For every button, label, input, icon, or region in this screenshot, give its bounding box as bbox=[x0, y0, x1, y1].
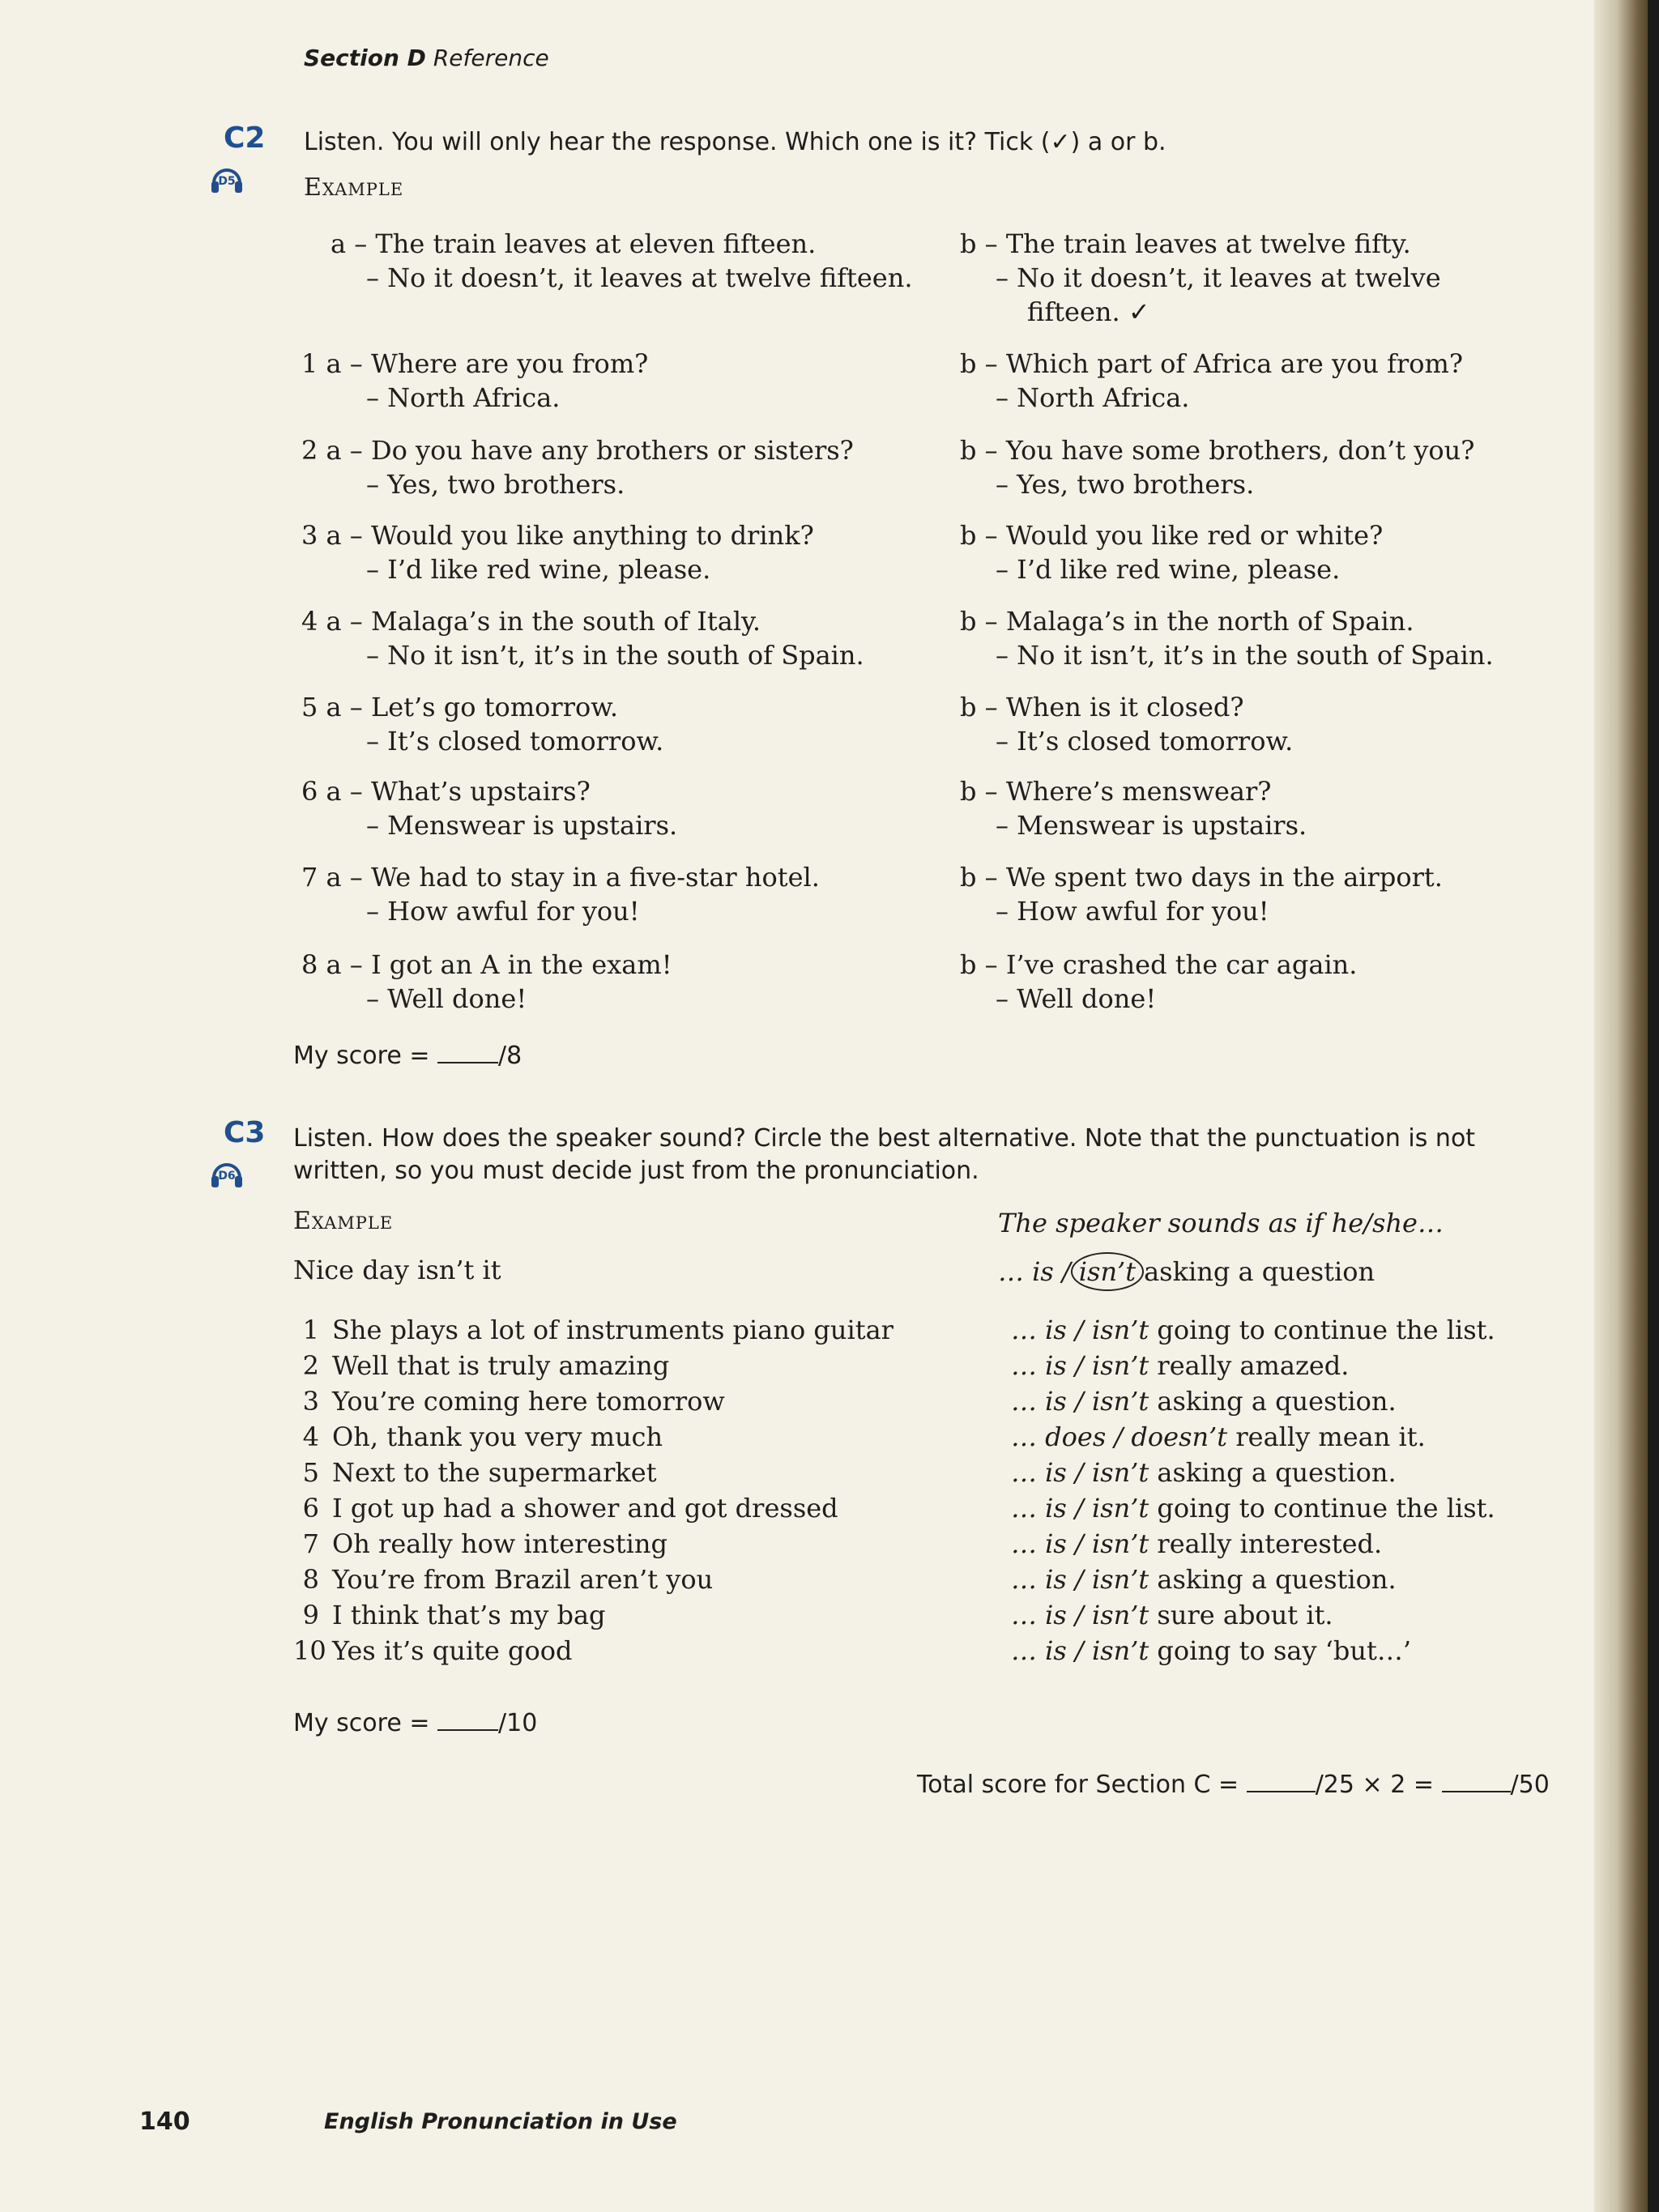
item-number: 2 bbox=[301, 435, 318, 466]
option-b-line1: b – Which part of Africa are you from? bbox=[960, 348, 1464, 379]
c2-item-2-b bbox=[960, 433, 1474, 501]
row-rest: going to continue the list. bbox=[1149, 1493, 1495, 1524]
c2-item-2-a bbox=[301, 433, 854, 501]
option-b-line1: b – Malaga’s in the north of Spain. bbox=[960, 606, 1414, 637]
c2-example-b-line1: b – The train leaves at twelve fifty. bbox=[960, 228, 1411, 259]
row-number: 3 bbox=[302, 1386, 319, 1417]
row-rest: asking a question. bbox=[1149, 1564, 1397, 1595]
option-b-line2: – Yes, two brothers. bbox=[996, 469, 1255, 500]
row-choice[interactable]: … is / isn’t bbox=[1011, 1315, 1149, 1345]
score-total: /8 bbox=[498, 1042, 522, 1070]
headphones-cd-icon bbox=[209, 160, 245, 196]
row-number: 6 bbox=[302, 1493, 319, 1524]
row-rest: going to continue the list. bbox=[1149, 1315, 1495, 1345]
row-number: 9 bbox=[302, 1600, 319, 1630]
item-number: 7 bbox=[301, 862, 318, 893]
row-sentence: Yes it’s quite good bbox=[332, 1635, 573, 1666]
cd-track-label: D5 bbox=[218, 175, 236, 188]
row-rest: really interested. bbox=[1149, 1528, 1383, 1559]
option-a-line2: – How awful for you! bbox=[366, 896, 640, 927]
row-choice[interactable]: … is / isn’t bbox=[1011, 1457, 1149, 1488]
row-rest: really mean it. bbox=[1227, 1421, 1426, 1452]
row-choice[interactable]: … is / isn’t bbox=[1011, 1564, 1149, 1595]
item-number: 8 bbox=[301, 949, 318, 980]
c2-item-6-b bbox=[960, 774, 1307, 842]
option-a-line1: a – We had to stay in a five-star hotel. bbox=[326, 862, 820, 893]
row-choice[interactable]: … does / doesn’t bbox=[1011, 1421, 1228, 1452]
book-title: English Pronunciation in Use bbox=[324, 2109, 677, 2134]
example-circled-answer: isn’t bbox=[1071, 1252, 1144, 1291]
header-section: Section D bbox=[304, 45, 426, 71]
score-blank[interactable] bbox=[437, 1042, 498, 1063]
option-b-line2: – How awful for you! bbox=[996, 896, 1269, 927]
row-choice[interactable]: … is / isn’t bbox=[1011, 1600, 1149, 1630]
option-b-line2: – Menswear is upstairs. bbox=[996, 810, 1307, 841]
total-part2: /25 × 2 = bbox=[1315, 1771, 1434, 1799]
option-a-line2: – North Africa. bbox=[366, 382, 561, 413]
row-rest: asking a question. bbox=[1149, 1386, 1397, 1417]
row-answer bbox=[1011, 1419, 1426, 1455]
option-b-line1: b – I’ve crashed the car again. bbox=[960, 949, 1358, 980]
c2-example-a-line2: – No it doesn’t, it leaves at twelve fifteen. bbox=[366, 262, 913, 293]
row-answer bbox=[1011, 1490, 1495, 1526]
option-a-line1: a – What’s upstairs? bbox=[326, 776, 591, 807]
row-sentence: She plays a lot of instruments piano guitar bbox=[332, 1315, 893, 1345]
page-edge bbox=[1648, 0, 1659, 2212]
row-sentence: Oh really how interesting bbox=[332, 1528, 667, 1559]
total-part3: /50 bbox=[1510, 1771, 1550, 1799]
total-blank-1[interactable] bbox=[1247, 1771, 1316, 1792]
c2-example-label: Example bbox=[304, 173, 404, 202]
example-choice-pre: … is / bbox=[998, 1256, 1071, 1287]
item-number: 1 bbox=[301, 348, 318, 379]
row-choice[interactable]: … is / isn’t bbox=[1011, 1350, 1149, 1381]
c2-item-1-b bbox=[960, 347, 1463, 415]
option-b-line1: b – When is it closed? bbox=[960, 692, 1244, 722]
option-a-line2: – Yes, two brothers. bbox=[366, 469, 625, 500]
row-rest: asking a question. bbox=[1149, 1457, 1397, 1488]
option-b-line2: – It’s closed tomorrow. bbox=[996, 726, 1294, 757]
option-a-line2: – It’s closed tomorrow. bbox=[366, 726, 664, 757]
row-answer bbox=[1011, 1562, 1397, 1597]
row-answer bbox=[1011, 1312, 1495, 1348]
section-total-score bbox=[917, 1771, 1550, 1799]
option-a-line1: a – Where are you from? bbox=[326, 348, 649, 379]
score-blank[interactable] bbox=[437, 1710, 498, 1731]
page-number: 140 bbox=[139, 2108, 190, 2136]
c3-row-3 bbox=[293, 1383, 1508, 1419]
cd-track-label: D6 bbox=[218, 1170, 236, 1183]
row-answer bbox=[1011, 1455, 1397, 1490]
row-sentence: Next to the supermarket bbox=[332, 1457, 657, 1488]
example-choice-post: asking a question bbox=[1144, 1256, 1375, 1287]
row-answer bbox=[1011, 1633, 1411, 1669]
header-title: Reference bbox=[433, 45, 549, 71]
option-a-line1: a – I got an A in the exam! bbox=[326, 949, 672, 980]
score-prefix: My score = bbox=[293, 1709, 430, 1737]
c2-item-5-a bbox=[301, 690, 663, 758]
row-choice[interactable]: … is / isn’t bbox=[1011, 1493, 1149, 1524]
c3-instruction-line2: written, so you must decide just from the pronunciation. bbox=[293, 1157, 979, 1185]
total-blank-2[interactable] bbox=[1442, 1771, 1511, 1792]
c3-score bbox=[293, 1709, 537, 1737]
c2-item-1-a bbox=[301, 347, 648, 415]
item-number: 6 bbox=[301, 776, 318, 807]
c3-row-7 bbox=[293, 1526, 1508, 1562]
row-number: 8 bbox=[302, 1564, 319, 1595]
row-answer bbox=[1011, 1526, 1382, 1562]
option-a-line2: – Menswear is upstairs. bbox=[366, 810, 678, 841]
c3-row-4 bbox=[293, 1419, 1508, 1455]
row-sentence: Oh, thank you very much bbox=[332, 1421, 663, 1452]
c2-item-5-b bbox=[960, 690, 1293, 758]
option-b-line1: b – Where’s menswear? bbox=[960, 776, 1272, 807]
option-b-line1: b – You have some brothers, don’t you? bbox=[960, 435, 1475, 466]
item-number: 5 bbox=[301, 692, 318, 722]
score-total: /10 bbox=[498, 1709, 538, 1737]
item-number: 4 bbox=[301, 606, 318, 637]
headphones-cd-icon bbox=[209, 1155, 245, 1191]
c3-row-8 bbox=[293, 1562, 1508, 1597]
c3-example-label: Example bbox=[293, 1207, 394, 1235]
row-number: 7 bbox=[302, 1528, 319, 1559]
c2-score bbox=[293, 1042, 522, 1070]
c3-rows bbox=[293, 1312, 1508, 1669]
c3-example-sentence: Nice day isn’t it bbox=[293, 1255, 501, 1285]
c2-item-8-a bbox=[301, 948, 672, 1016]
row-rest: going to say ‘but…’ bbox=[1149, 1635, 1412, 1666]
c2-example-a-line1: a – The train leaves at eleven fifteen. bbox=[331, 228, 817, 259]
c2-item-6-a bbox=[301, 774, 677, 842]
option-b-line2: – I’d like red wine, please. bbox=[996, 554, 1341, 585]
row-sentence: You’re from Brazil aren’t you bbox=[332, 1564, 714, 1595]
c2-item-8-b bbox=[960, 948, 1357, 1016]
c2-example-a bbox=[331, 227, 913, 295]
option-a-line2: – Well done! bbox=[366, 983, 527, 1014]
score-prefix: My score = bbox=[293, 1042, 430, 1070]
c2-item-3-b bbox=[960, 518, 1383, 586]
option-b-line2: – North Africa. bbox=[996, 382, 1190, 413]
row-number: 4 bbox=[302, 1421, 319, 1452]
c3-example-answer bbox=[998, 1252, 1375, 1291]
running-header bbox=[304, 45, 549, 71]
option-a-line1: a – Would you like anything to drink? bbox=[326, 520, 814, 551]
section-label-c2: C2 bbox=[224, 121, 266, 155]
row-rest: really amazed. bbox=[1149, 1350, 1350, 1381]
c3-row-1 bbox=[293, 1312, 1508, 1348]
option-a-line1: a – Let’s go tomorrow. bbox=[326, 692, 619, 722]
item-number: 3 bbox=[301, 520, 318, 551]
row-number: 1 bbox=[302, 1315, 319, 1345]
c3-instruction-line1: Listen. How does the speaker sound? Circle the best alternative. Note that the punctuation is not bbox=[293, 1124, 1476, 1153]
c2-example-b-line3: fifteen. ✓ bbox=[1027, 296, 1150, 327]
row-sentence: You’re coming here tomorrow bbox=[332, 1386, 725, 1417]
c2-item-4-b bbox=[960, 604, 1494, 672]
row-choice[interactable]: … is / isn’t bbox=[1011, 1386, 1149, 1417]
c2-item-7-a bbox=[301, 860, 820, 928]
option-a-line2: – I’d like red wine, please. bbox=[366, 554, 711, 585]
row-choice[interactable]: … is / isn’t bbox=[1011, 1528, 1149, 1559]
row-sentence: I got up had a shower and got dressed bbox=[332, 1493, 838, 1524]
option-a-line1: a – Do you have any brothers or sisters? bbox=[326, 435, 854, 466]
c2-example-b-line2: – No it doesn’t, it leaves at twelve bbox=[996, 262, 1441, 293]
row-sentence: Well that is truly amazing bbox=[332, 1350, 670, 1381]
option-b-line2: – Well done! bbox=[996, 983, 1157, 1014]
c2-item-7-b bbox=[960, 860, 1443, 928]
row-rest: sure about it. bbox=[1149, 1600, 1333, 1630]
c2-example-b bbox=[960, 227, 1441, 329]
row-number: 2 bbox=[302, 1350, 319, 1381]
section-label-c3: C3 bbox=[224, 1116, 266, 1149]
c3-row-6 bbox=[293, 1490, 1508, 1526]
option-b-line1: b – Would you like red or white? bbox=[960, 520, 1384, 551]
c3-row-2 bbox=[293, 1348, 1508, 1383]
c3-row-5 bbox=[293, 1455, 1508, 1490]
option-a-line1: a – Malaga’s in the south of Italy. bbox=[326, 606, 761, 637]
option-a-line2: – No it isn’t, it’s in the south of Spain. bbox=[366, 640, 864, 671]
c2-item-3-a bbox=[301, 518, 814, 586]
row-answer bbox=[1011, 1597, 1333, 1633]
option-b-line2: – No it isn’t, it’s in the south of Spain. bbox=[996, 640, 1494, 671]
c3-row-9 bbox=[293, 1597, 1508, 1633]
row-number: 5 bbox=[302, 1457, 319, 1488]
c2-instruction: Listen. You will only hear the response. Which one is it? Tick (✓) a or b. bbox=[304, 128, 1166, 156]
c2-item-4-a bbox=[301, 604, 864, 672]
c3-row-10 bbox=[293, 1633, 1508, 1669]
option-b-line1: b – We spent two days in the airport. bbox=[960, 862, 1443, 893]
row-choice[interactable]: … is / isn’t bbox=[1011, 1635, 1149, 1666]
row-answer bbox=[1011, 1348, 1349, 1383]
row-number: 10 bbox=[293, 1635, 326, 1666]
total-prefix: Total score for Section C = bbox=[917, 1771, 1239, 1799]
row-answer bbox=[1011, 1383, 1397, 1419]
c3-example-heading: The speaker sounds as if he/she… bbox=[998, 1208, 1444, 1238]
row-sentence: I think that’s my bag bbox=[332, 1600, 606, 1630]
